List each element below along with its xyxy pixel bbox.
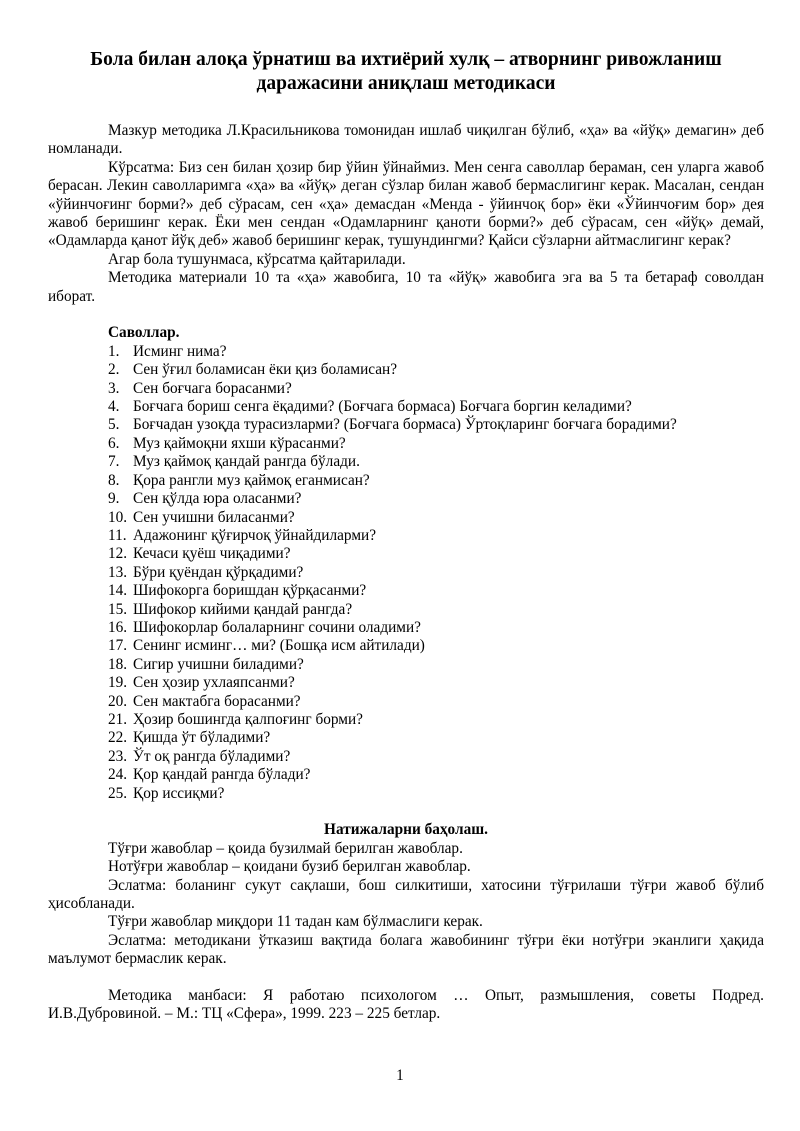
- question-number: 17.: [108, 637, 128, 655]
- question-text: Боғчадан узоқда турасизларми? (Боғчага бормаса) Ўртоқларинг боғчага борадими?: [133, 416, 677, 434]
- question-text: Сен мактабга борасанми?: [133, 692, 301, 710]
- question-item: [108, 656, 764, 674]
- questions-heading: Саволлар.: [108, 324, 180, 342]
- question-item: [108, 748, 764, 766]
- question-number: 25.: [108, 784, 128, 802]
- question-text: Сен қўлда юра оласанми?: [133, 490, 302, 508]
- question-item: [108, 582, 764, 600]
- question-text: Сен ўғил боламисан ёки қиз боламисан?: [133, 361, 398, 379]
- instruction-paragraph: Кўрсатма: Биз сен билан ҳозир бир ўйин ўйнаймиз. Мен сенга саволлар бераман, сен уларга жавоб берасан. Лекин саволларимга «ҳа» ва «йўқ» деган сўзлар билан жавоб бермаслигинг керак. Масалан, сендан «ўйинчоғинг борми?» деб сўрасам, сен «ҳа» демасдан «Менда - ўйинчоқ бор» ёки «Ўйинчоғим бор» дея жавоб беришинг керак. Ёки мен сендан «Одамларнинг қаноти борми?» деб сўрасам, сен «йўқ» демай, «Одамларда қанот йўқ деб» жавоб беришинг керак, тушундингми? Қайси сўзларни айтмаслигинг керак?: [48, 158, 764, 250]
- intro-paragraph: Мазкур методика Л.Красильникова томонидан ишлаб чиқилган бўлиб, «ҳа» ва «йўқ» демагин» деб номланади.: [48, 122, 764, 158]
- question-item: [108, 619, 764, 637]
- question-number: 4.: [108, 398, 120, 416]
- question-number: 12.: [108, 545, 128, 563]
- question-number: 1.: [108, 342, 120, 360]
- results-paragraph: Нотўғри жавоблар – қоидани бузиб берилган жавоблар.: [108, 858, 471, 876]
- question-item: [108, 509, 764, 527]
- question-text: Қора рангли муз қаймоқ еганмисан?: [133, 471, 370, 489]
- question-number: 11.: [108, 526, 127, 544]
- question-number: 24.: [108, 766, 128, 784]
- question-item: [108, 398, 764, 416]
- question-item: [108, 453, 764, 471]
- question-number: 6.: [108, 434, 120, 452]
- question-number: 8.: [108, 471, 120, 489]
- page-number: 1: [396, 1067, 404, 1084]
- question-text: Шифокорлар болаларнинг сочини оладими?: [133, 618, 421, 636]
- results-paragraph: Тўғри жавоблар миқдори 11 тадан кам бўлмаслиги керак.: [108, 913, 483, 931]
- material-paragraph: Методика материали 10 та «ҳа» жавобига, 10 та «йўқ» жавобига эга ва 5 та бетараф соволдан иборат.: [48, 269, 764, 305]
- question-text: Сен ҳозир ухлаяпсанми?: [133, 674, 295, 692]
- question-text: Қор иссиқми?: [133, 784, 225, 802]
- question-number: 23.: [108, 747, 128, 765]
- question-number: 9.: [108, 490, 120, 508]
- question-item: [108, 380, 764, 398]
- question-number: 7.: [108, 453, 120, 471]
- question-item: [108, 711, 764, 729]
- question-item: [108, 361, 764, 379]
- question-number: 5.: [108, 416, 120, 434]
- question-text: Кечаси қуёш чиқадими?: [133, 545, 291, 563]
- question-item: [108, 601, 764, 619]
- spacer: [48, 969, 764, 987]
- results-paragraph: Тўғри жавоблар – қоида бузилмай берилган жавоблар.: [108, 839, 463, 857]
- question-text: Муз қаймоқни яхши кўрасанми?: [133, 434, 346, 452]
- question-text: Шифокор кийими қандай рангда?: [133, 600, 353, 618]
- question-number: 22.: [108, 729, 128, 747]
- question-text: Сен боғчага борасанми?: [133, 379, 292, 397]
- question-item: [108, 545, 764, 563]
- question-text: Исминг нима?: [133, 342, 227, 360]
- question-text: Ўт оқ рангда бўладими?: [133, 747, 291, 765]
- title-line-2: даражасини аниқлаш методикаси: [256, 73, 556, 94]
- document-title: [48, 48, 764, 96]
- question-number: 16.: [108, 618, 128, 636]
- question-number: 21.: [108, 710, 128, 728]
- question-number: 13.: [108, 563, 128, 581]
- question-text: Шифокорга боришдан қўрқасанми?: [133, 582, 367, 600]
- questions-list: [48, 343, 764, 803]
- question-number: 14.: [108, 582, 128, 600]
- question-number: 3.: [108, 379, 120, 397]
- question-text: Адажонинг қўғирчоқ ўйнайдиларми?: [133, 526, 376, 544]
- question-item: [108, 527, 764, 545]
- results-heading: Натижаларни баҳолаш.: [324, 821, 488, 839]
- question-text: Сен учишни биласанми?: [133, 508, 295, 526]
- repeat-note-paragraph: Агар бола тушунмаса, кўрсатма қайтарилади.: [108, 250, 406, 268]
- question-text: Сенинг исминг… ми? (Бошқа исм айтилади): [133, 637, 425, 655]
- question-text: Муз қаймоқ қандай рангда бўлади.: [133, 453, 360, 471]
- question-item: [108, 472, 764, 490]
- question-item: [108, 435, 764, 453]
- question-number: 2.: [108, 361, 120, 379]
- document-page: [48, 48, 764, 1024]
- results-paragraph: Эслатма: боланинг сукут сақлаши, бош силкитиши, хатосини тўғрилаши тўғри жавоб бўлиб ҳисобланади.: [48, 876, 764, 913]
- results-paragraph: Эслатма: методикани ўтказиш вақтида болага жавобининг тўғри ёки нотўғри эканлиги ҳақида маълумот бермаслик керак.: [48, 931, 764, 968]
- question-text: Қишда ўт бўладими?: [133, 729, 271, 747]
- question-text: Сигир учишни биладими?: [133, 655, 304, 673]
- question-item: [108, 674, 764, 692]
- question-number: 15.: [108, 600, 128, 618]
- title-line-1: Бола билан алоқа ўрнатиш ва ихтиёрий хулқ – атворнинг ривожланиш: [90, 49, 722, 70]
- spacer: [48, 803, 764, 821]
- question-item: [108, 693, 764, 711]
- question-text: Қор қандай рангда бўлади?: [133, 766, 311, 784]
- question-number: 20.: [108, 692, 128, 710]
- spacer: [48, 306, 764, 324]
- question-item: [108, 637, 764, 655]
- question-number: 18.: [108, 655, 128, 673]
- question-text: Боғчага бориш сенга ёқадими? (Боғчага бормаса) Боғчага боргин келадими?: [133, 398, 632, 416]
- question-text: Бўри қуёндан қўрқадими?: [133, 563, 304, 581]
- question-number: 10.: [108, 508, 128, 526]
- question-number: 19.: [108, 674, 128, 692]
- question-item: [108, 564, 764, 582]
- question-item: [108, 416, 764, 434]
- question-item: [108, 490, 764, 508]
- question-text: Ҳозир бошингда қалпоғинг борми?: [133, 710, 363, 728]
- question-item: [108, 785, 764, 803]
- source-paragraph: Методика манбаси: Я работаю психологом … Опыт, размышления, советы Подред. И.В.Дубровиной. – М.: ТЦ «Сфера», 1999. 223 – 225 бетлар.: [48, 987, 764, 1023]
- question-item: [108, 729, 764, 747]
- question-item: [108, 766, 764, 784]
- question-item: [108, 343, 764, 361]
